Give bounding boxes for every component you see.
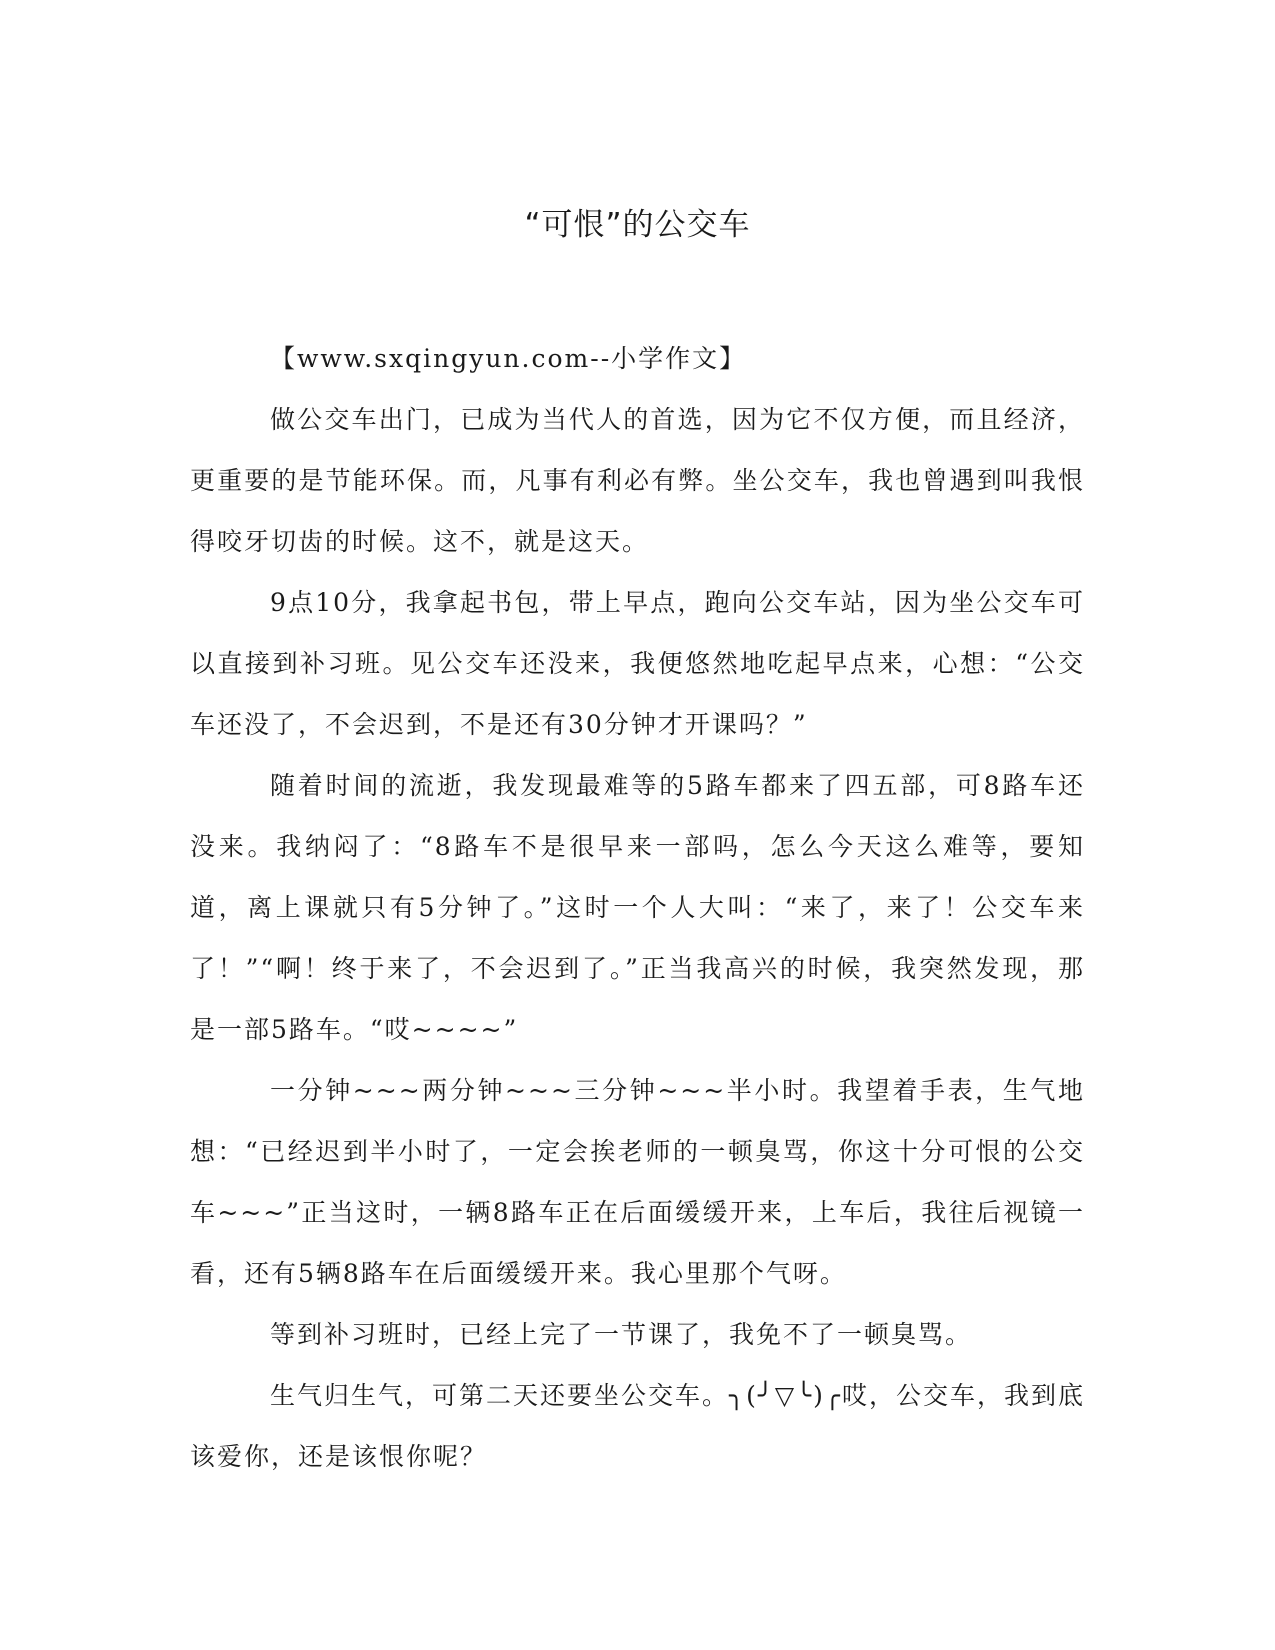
document-title: “可恨”的公交车 — [524, 207, 751, 243]
paragraph-2: 9点10分，我拿起书包，带上早点，跑向公交车站，因为坐公交车可以直接到补习班。见公交车还没来，我便悠然地吃起早点来，心想：“公交车还没了，不会迟到，不是还有30分钟才开课吗？” — [190, 588, 1085, 739]
document-body — [190, 328, 1085, 1487]
paragraph-3: 随着时间的流逝，我发现最难等的5路车都来了四五部，可8路车还没来。我纳闷了：“8路车不是很早来一部吗，怎么今天这么难等，要知道，离上课就只有5分钟了。”这时一个人大叫：“来了，来了！公交车来了！”“啊！终于来了，不会迟到了。”正当我高兴的时候，我突然发现，那是一部5路车。“哎~~~~” — [190, 771, 1085, 1044]
paragraph-5: 等到补习班时，已经上完了一节课了，我免不了一顿臭骂。 — [270, 1320, 973, 1349]
paragraph-1: 做公交车出门，已成为当代人的首选，因为它不仅方便，而且经济，更重要的是节能环保。而，凡事有利必有弊。坐公交车，我也曾遇到叫我恨得咬牙切齿的时候。这不，就是这天。 — [190, 405, 1085, 556]
paragraph-6: 生气归生气，可第二天还要坐公交车。╮(╯▽╰)╭哎，公交车，我到底该爱你，还是该恨你呢？ — [190, 1381, 1085, 1471]
paragraph-4: 一分钟~~~两分钟~~~三分钟~~~半小时。我望着手表，生气地想：“已经迟到半小时了，一定会挨老师的一顿臭骂，你这十分可恨的公交车~~~”正当这时，一辆8路车正在后面缓缓开来，上车后，我往后视镜一看，还有5辆8路车在后面缓缓开来。我心里那个气呀。 — [190, 1076, 1085, 1288]
source-line: 【www.sxqingyun.com--小学作文】 — [270, 344, 747, 373]
